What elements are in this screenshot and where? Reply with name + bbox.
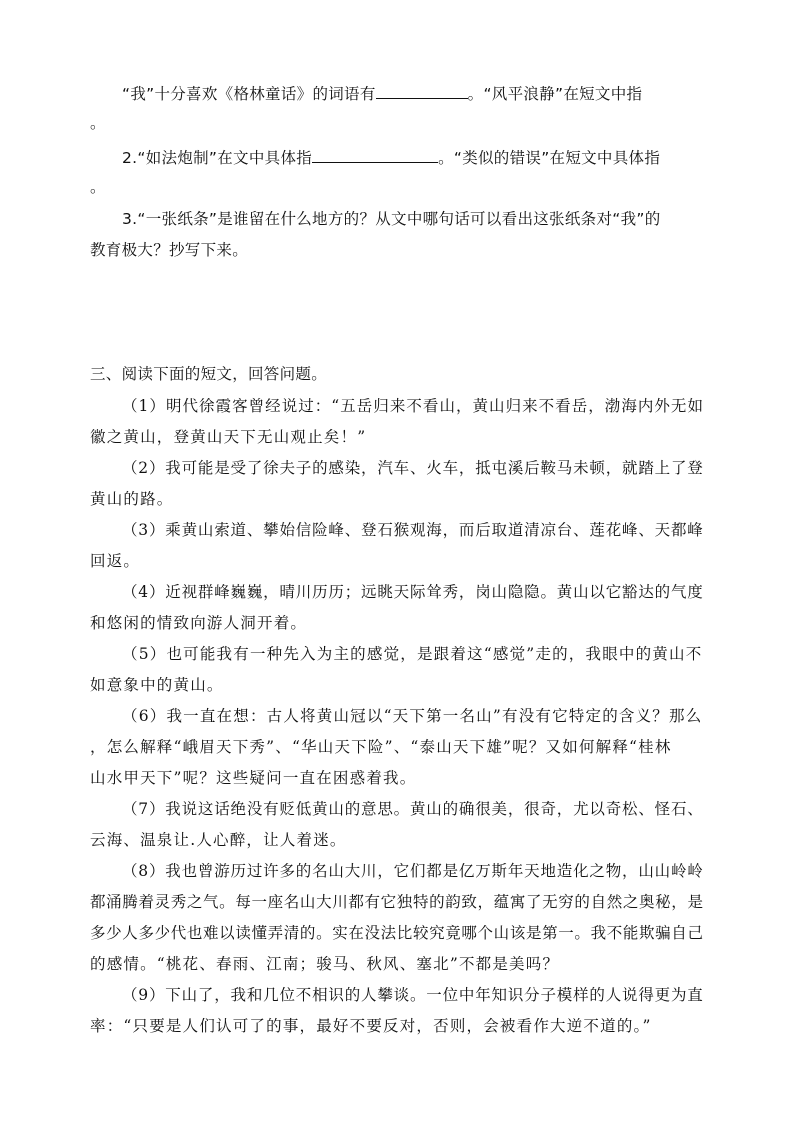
passage-line: 率：“只要是人们认可了的事，最好不要反对，否则，会被看作大逆不道的。” [90, 1017, 652, 1035]
passage-line: （9）下山了，我和几位不相识的人攀谈。一位中年知识分子模样的人说得更为直 [122, 986, 704, 1004]
section-heading: 三、阅读下面的短文，回答问题。 [90, 365, 328, 383]
passage-line: 都涌腾着灵秀之气。每一座名山大川都有它独特的韵致，蕴寓了无穷的自然之奥秘，是 [90, 893, 704, 911]
q2-line2: 。 [90, 178, 106, 196]
passage-line: （7）我说这话绝没有贬低黄山的意思。黄山的确很美，很奇，尤以奇松、怪石、 [122, 800, 704, 818]
q3-line1: 3.“一张纸条”是谁留在什么地方的？从文中哪句话可以看出这张纸条对“我”的 [122, 210, 661, 228]
passage-line: 黄山的路。 [90, 490, 174, 508]
answer-blank-2[interactable] [312, 146, 438, 163]
passage-line: （8）我也曾游历过许多的名山大川，它们都是亿万斯年天地造化之物，山山岭岭 [122, 862, 704, 880]
q3-line2: 教育极大？抄写下来。 [90, 241, 249, 259]
q1-text-after: 。“风平浪静”在短文中指 [467, 85, 643, 103]
passage-line: （1）明代徐霞客曾经说过：“五岳归来不看山，黄山归来不看岳，渤海内外无如 [122, 397, 704, 415]
answer-blank-1[interactable] [376, 82, 468, 99]
passage-line: 如意象中的黄山。 [90, 676, 224, 694]
q1-text-before: “我”十分喜欢《格林童话》的词语有 [122, 85, 376, 103]
passage-line: 山水甲天下”呢？这些疑问一直在困惑着我。 [90, 769, 417, 787]
passage-line: 云海、温泉让.人心醉，让人着迷。 [90, 831, 347, 849]
q2-text-after: 。“类似的错误”在短文中具体指 [438, 149, 661, 167]
passage-line: ，怎么解释“峨眉天下秀”、“华山天下险”、“泰山天下雄”呢？又如何解释“桂林 [90, 738, 672, 756]
q2-line1 [122, 146, 660, 168]
passage-line: （4）近视群峰巍巍，晴川历历；远眺天际耸秀，岗山隐隐。黄山以它豁达的气度 [122, 583, 704, 601]
passage-line: 的感情。“桃花、春雨、江南；骏马、秋风、塞北”不都是美吗？ [90, 955, 560, 973]
passage-line: （6）我一直在想：古人将黄山冠以“天下第一名山”有没有它特定的含义？那么 [122, 707, 703, 725]
passage-line: 和悠闲的情致向游人洞开着。 [90, 614, 308, 632]
q1-line2: 。 [90, 114, 106, 132]
passage-line: （3）乘黄山索道、攀始信险峰、登石猴观海，而后取道清凉台、莲花峰、天都峰 [122, 521, 704, 539]
passage-line: （2）我可能是受了徐夫子的感染，汽车、火车，抵屯溪后鞍马未顿，就踏上了登 [122, 459, 704, 477]
q2-text-before: 2.“如法炮制”在文中具体指 [122, 149, 313, 167]
passage-line: （5）也可能我有一种先入为主的感觉，是跟着这“感觉”走的，我眼中的黄山不 [122, 645, 703, 663]
q1-line1 [122, 82, 642, 104]
passage-line: 回返。 [90, 552, 141, 570]
passage-line: 徽之黄山，登黄山天下无山观止矣！” [90, 428, 367, 446]
passage-line: 多少人多少代也难以读懂弄清的。实在没法比较究竟哪个山该是第一。我不能欺骗自己 [90, 924, 704, 942]
